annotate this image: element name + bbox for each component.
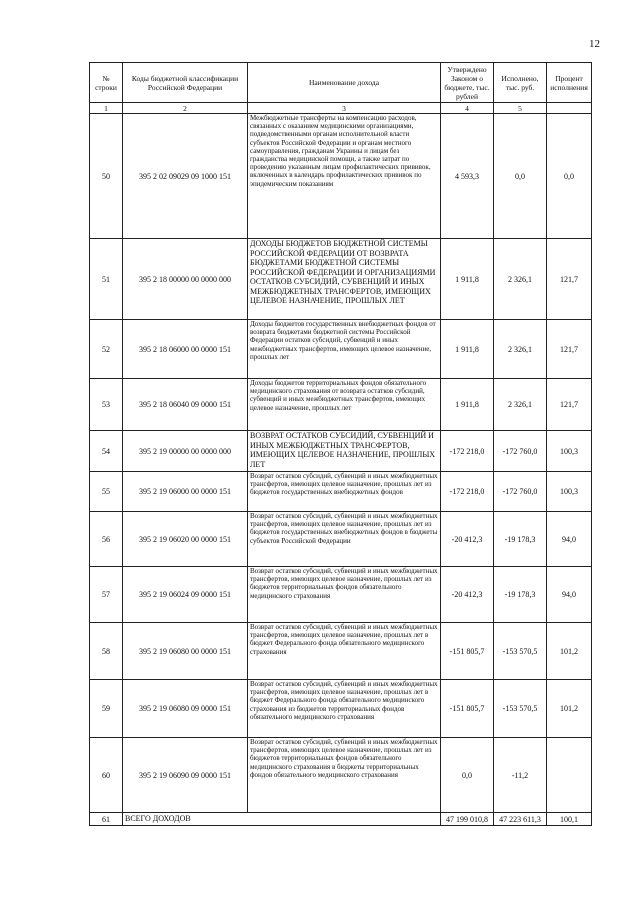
execution-percent: 94,0 xyxy=(547,567,592,623)
table-row xyxy=(90,431,592,472)
executed-amount: -19 178,3 xyxy=(494,567,547,623)
total-approved: 47 199 010,8 xyxy=(441,813,494,826)
execution-percent: 94,0 xyxy=(547,512,592,567)
approved-amount: 4 593,3 xyxy=(441,114,494,239)
budget-code: 395 2 18 06040 09 0000 151 xyxy=(123,379,248,431)
approved-amount: -151 805,7 xyxy=(441,623,494,680)
column-number: 5 xyxy=(494,103,547,114)
budget-code: 395 2 02 09029 09 1000 151 xyxy=(123,114,248,239)
budget-code: 395 2 19 06080 00 0000 151 xyxy=(123,623,248,680)
approved-amount: -20 412,3 xyxy=(441,512,494,567)
execution-percent: 121,7 xyxy=(547,239,592,320)
budget-code: 395 2 19 06080 09 0000 151 xyxy=(123,680,248,738)
revenue-name: ДОХОДЫ БЮДЖЕТОВ БЮДЖЕТНОЙ СИСТЕМЫ РОССИЙСКОЙ ФЕДЕРАЦИИ ОТ ВОЗВРАТА БЮДЖЕТАМИ БЮДЖЕТНОЙ СИСТЕМЫ РОССИЙСКОЙ ФЕДЕРАЦИИ И ОРГАНИЗАЦИЯМИ ОСТАТКОВ СУБСИДИЙ, СУБВЕНЦИЙ И ИНЫХ МЕЖБЮДЖЕТНЫХ ТРАНСФЕРТОВ, ИМЕЮЩИХ ЦЕЛЕВОЕ НАЗНАЧЕНИЕ, ПРОШЛЫХ ЛЕТ xyxy=(248,239,441,320)
approved-amount: 1 911,8 xyxy=(441,320,494,379)
header-approved: Утверждено Законом о бюджете, тыс. рублей xyxy=(441,63,494,103)
revenue-table xyxy=(89,62,592,826)
header-row-no: № строки xyxy=(90,63,123,103)
row-number: 56 xyxy=(90,512,123,567)
table-row xyxy=(90,320,592,379)
column-number: 1 xyxy=(90,103,123,114)
table-row xyxy=(90,239,592,320)
budget-code: 395 2 18 06000 00 0000 151 xyxy=(123,320,248,379)
approved-amount: -172 218,0 xyxy=(441,472,494,512)
revenue-name: Возврат остатков субсидий, субвенций и иных межбюджетных трансфертов, имеющих целевое назначение, прошлых лет из бюджетов территориальных фондов обязательного медицинского страхования xyxy=(248,567,441,623)
table-header-row xyxy=(90,63,592,103)
row-number: 52 xyxy=(90,320,123,379)
total-percent: 100,1 xyxy=(547,813,592,826)
table-row xyxy=(90,567,592,623)
column-number-row xyxy=(90,103,592,114)
executed-amount: -19 178,3 xyxy=(494,512,547,567)
total-row xyxy=(90,813,592,826)
budget-code: 395 2 19 06000 00 0000 151 xyxy=(123,472,248,512)
revenue-name: Межбюджетные трансферты на компенсацию расходов, связанных с оказанием медицинскими организациями, подведомственными органам исполнительной власти субъектов Российской Федерации и органам местного самоуправления, гражданам Украины и лицам без гражданства медицинской помощи, а также затрат по проведению указанным лицам профилактических прививок, включенных в календарь профилактических прививок по эпидемическим показаниям xyxy=(248,114,441,239)
revenue-name: Возврат остатков субсидий, субвенций и иных межбюджетных трансфертов, имеющих целевое назначение, прошлых лет из бюджетов государственных внебюджетных фондов xyxy=(248,472,441,512)
approved-amount: 1 911,8 xyxy=(441,379,494,431)
executed-amount: -11,2 xyxy=(494,738,547,813)
executed-amount: -172 760,0 xyxy=(494,431,547,472)
revenue-name: Возврат остатков субсидий, субвенций и иных межбюджетных трансфертов, имеющих целевое назначение, прошлых лет из бюджетов государственных внебюджетных фондов в бюджеты субъектов Российской Федерации xyxy=(248,512,441,567)
row-number: 60 xyxy=(90,738,123,813)
execution-percent: 100,3 xyxy=(547,431,592,472)
table-row xyxy=(90,512,592,567)
row-number: 61 xyxy=(90,813,123,826)
column-number: 2 xyxy=(123,103,248,114)
row-number: 54 xyxy=(90,431,123,472)
total-label: ВСЕГО ДОХОДОВ xyxy=(123,813,441,826)
executed-amount: 2 326,1 xyxy=(494,379,547,431)
budget-code: 395 2 19 06024 09 0000 151 xyxy=(123,567,248,623)
row-number: 53 xyxy=(90,379,123,431)
approved-amount: -20 412,3 xyxy=(441,567,494,623)
executed-amount: 2 326,1 xyxy=(494,320,547,379)
executed-amount: -153 570,5 xyxy=(494,680,547,738)
row-number: 51 xyxy=(90,239,123,320)
table-row xyxy=(90,114,592,239)
budget-code: 395 2 18 00000 00 0000 000 xyxy=(123,239,248,320)
execution-percent xyxy=(547,738,592,813)
column-number xyxy=(547,103,592,114)
executed-amount: -153 570,5 xyxy=(494,623,547,680)
executed-amount: 2 326,1 xyxy=(494,239,547,320)
executed-amount: -172 760,0 xyxy=(494,472,547,512)
budget-code: 395 2 19 06090 09 0000 151 xyxy=(123,738,248,813)
header-percent: Процент исполнения xyxy=(547,63,592,103)
executed-amount: 0,0 xyxy=(494,114,547,239)
table-row xyxy=(90,680,592,738)
column-number: 4 xyxy=(441,103,494,114)
row-number: 50 xyxy=(90,114,123,239)
budget-code: 395 2 19 00000 00 0000 000 xyxy=(123,431,248,472)
header-code: Коды бюджетной классификации Российской Федерации xyxy=(123,63,248,103)
approved-amount: 1 911,8 xyxy=(441,239,494,320)
row-number: 57 xyxy=(90,567,123,623)
budget-code: 395 2 19 06020 00 0000 151 xyxy=(123,512,248,567)
revenue-name: Возврат остатков субсидий, субвенций и иных межбюджетных трансфертов, имеющих целевое назначение, прошлых лет в бюджет Федерального фонда обязательного медицинского страхования xyxy=(248,623,441,680)
execution-percent: 101,2 xyxy=(547,623,592,680)
table-row xyxy=(90,472,592,512)
revenue-name: ВОЗВРАТ ОСТАТКОВ СУБСИДИЙ, СУБВЕНЦИЙ И ИНЫХ МЕЖБЮДЖЕТНЫХ ТРАНСФЕРТОВ, ИМЕЮЩИХ ЦЕЛЕВОЕ НАЗНАЧЕНИЕ, ПРОШЛЫХ ЛЕТ xyxy=(248,431,441,472)
row-number: 59 xyxy=(90,680,123,738)
revenue-name: Возврат остатков субсидий, субвенций и иных межбюджетных трансфертов, имеющих целевое назначение, прошлых лет в бюджет Федерального фонда обязательного медицинского страхования из бюджетов территориальных фондов обязательного медицинского страхования xyxy=(248,680,441,738)
approved-amount: 0,0 xyxy=(441,738,494,813)
execution-percent: 121,7 xyxy=(547,379,592,431)
table-row xyxy=(90,379,592,431)
approved-amount: -172 218,0 xyxy=(441,431,494,472)
column-number: 3 xyxy=(248,103,441,114)
revenue-name: Возврат остатков субсидий, субвенций и иных межбюджетных трансфертов, имеющих целевое назначение, прошлых лет из бюджетов территориальных фондов обязательного медицинского страхования в бюджеты территориальных фондов обязательного медицинского страхования xyxy=(248,738,441,813)
header-executed: Исполнено, тыс. руб. xyxy=(494,63,547,103)
revenue-name: Доходы бюджетов территориальных фондов обязательного медицинского страхования от возврата остатков субсидий, субвенций и иных межбюджетных трансфертов, имеющих целевое назначение, прошлых лет xyxy=(248,379,441,431)
execution-percent: 121,7 xyxy=(547,320,592,379)
revenue-name: Доходы бюджетов государственных внебюджетных фондов от возврата бюджетами бюджетной системы Российской Федерации остатков субсидий, субвенций и иных межбюджетных трансфертов, имеющих целевое назначение, прошлых лет xyxy=(248,320,441,379)
execution-percent: 101,2 xyxy=(547,680,592,738)
table-row xyxy=(90,623,592,680)
execution-percent: 0,0 xyxy=(547,114,592,239)
approved-amount: -151 805,7 xyxy=(441,680,494,738)
table-row xyxy=(90,738,592,813)
header-name: Наименование дохода xyxy=(248,63,441,103)
execution-percent: 100,3 xyxy=(547,472,592,512)
total-executed: 47 223 611,3 xyxy=(494,813,547,826)
row-number: 55 xyxy=(90,472,123,512)
page-number: 12 xyxy=(589,38,600,50)
row-number: 58 xyxy=(90,623,123,680)
